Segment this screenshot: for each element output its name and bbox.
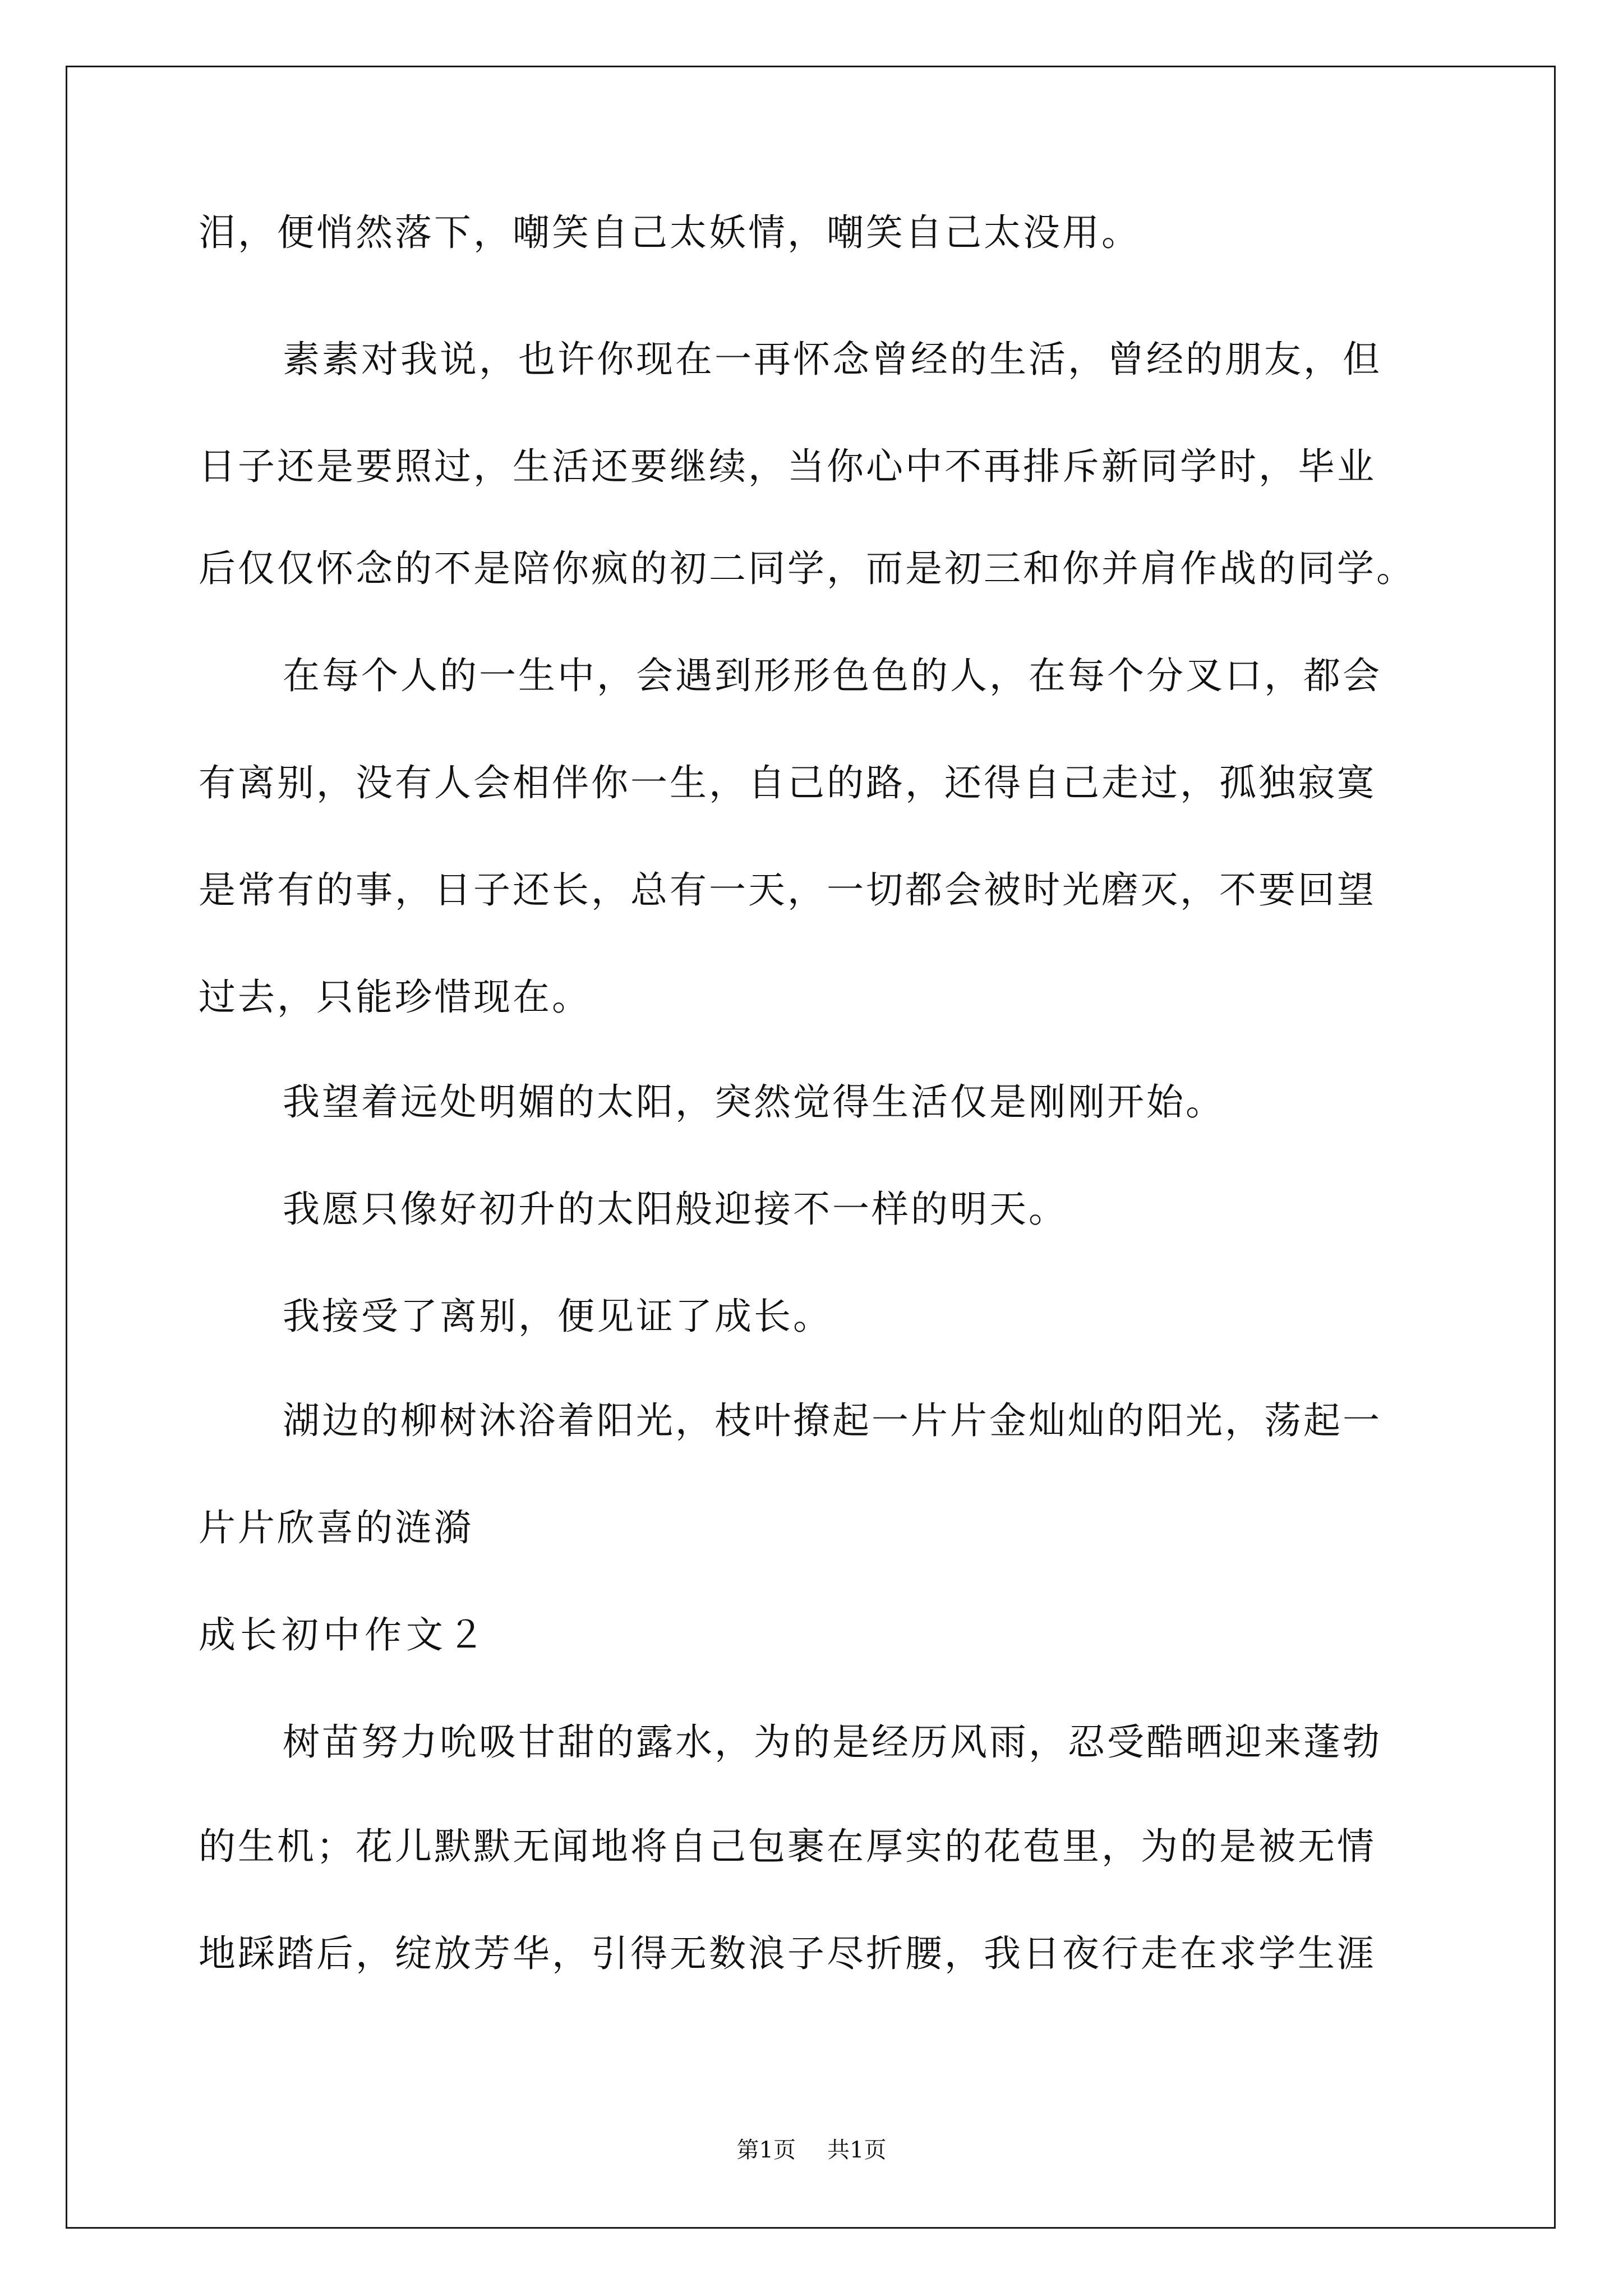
text-line: 树苗努力吮吸甘甜的露水，为的是经历风雨，忍受酷晒迎来蓬勃 — [283, 1720, 1382, 1764]
text-line: 我愿只像好初升的太阳般迎接不一样的明天。 — [283, 1188, 1068, 1231]
text-line: 泪，便悄然落下，嘲笑自己太妖情，嘲笑自己太没用。 — [199, 211, 1141, 254]
text-line: 在每个人的一生中，会遇到形形色色的人，在每个分叉口，都会 — [283, 654, 1382, 697]
page-border — [66, 66, 1556, 2229]
text-line: 日子还是要照过，生活还要继续，当你心中不再排斥新同学时，毕业 — [199, 445, 1376, 488]
text-line: 地踩踏后，绽放芳华，引得无数浪子尽折腰，我日夜行走在求学生涯 — [199, 1932, 1376, 1975]
text-line: 我接受了离别，便见证了成长。 — [283, 1295, 832, 1338]
text-line: 素素对我说，也许你现在一再怀念曾经的生活，曾经的朋友，但 — [283, 338, 1382, 381]
text-line: 有离别，没有人会相伴你一生，自己的路，还得自己走过，孤独寂寞 — [199, 761, 1376, 804]
page-count: 共1页 — [827, 2137, 887, 2163]
text-line: 的生机；花儿默默无闻地将自己包裹在厚实的花苞里，为的是被无情 — [199, 1825, 1376, 1868]
section-heading: 成长初中作文２ — [199, 1613, 489, 1657]
text-line: 片片欣喜的涟漪 — [199, 1506, 473, 1549]
text-line: 我望着远处明媚的太阳，突然觉得生活仅是刚刚开始。 — [283, 1080, 1225, 1124]
page-footer — [0, 2136, 1623, 2164]
text-line: 后仅仅怀念的不是陪你疯的初二同学，而是初三和你并肩作战的同学。 — [199, 547, 1415, 590]
page-number: 第1页 — [736, 2137, 796, 2163]
text-line: 过去，只能珍惜现在。 — [199, 976, 591, 1019]
text-line: 是常有的事，日子还长，总有一天，一切都会被时光磨灭，不要回望 — [199, 868, 1376, 912]
text-line: 湖边的柳树沐浴着阳光，枝叶撩起一片片金灿灿的阳光，荡起一 — [283, 1399, 1382, 1442]
